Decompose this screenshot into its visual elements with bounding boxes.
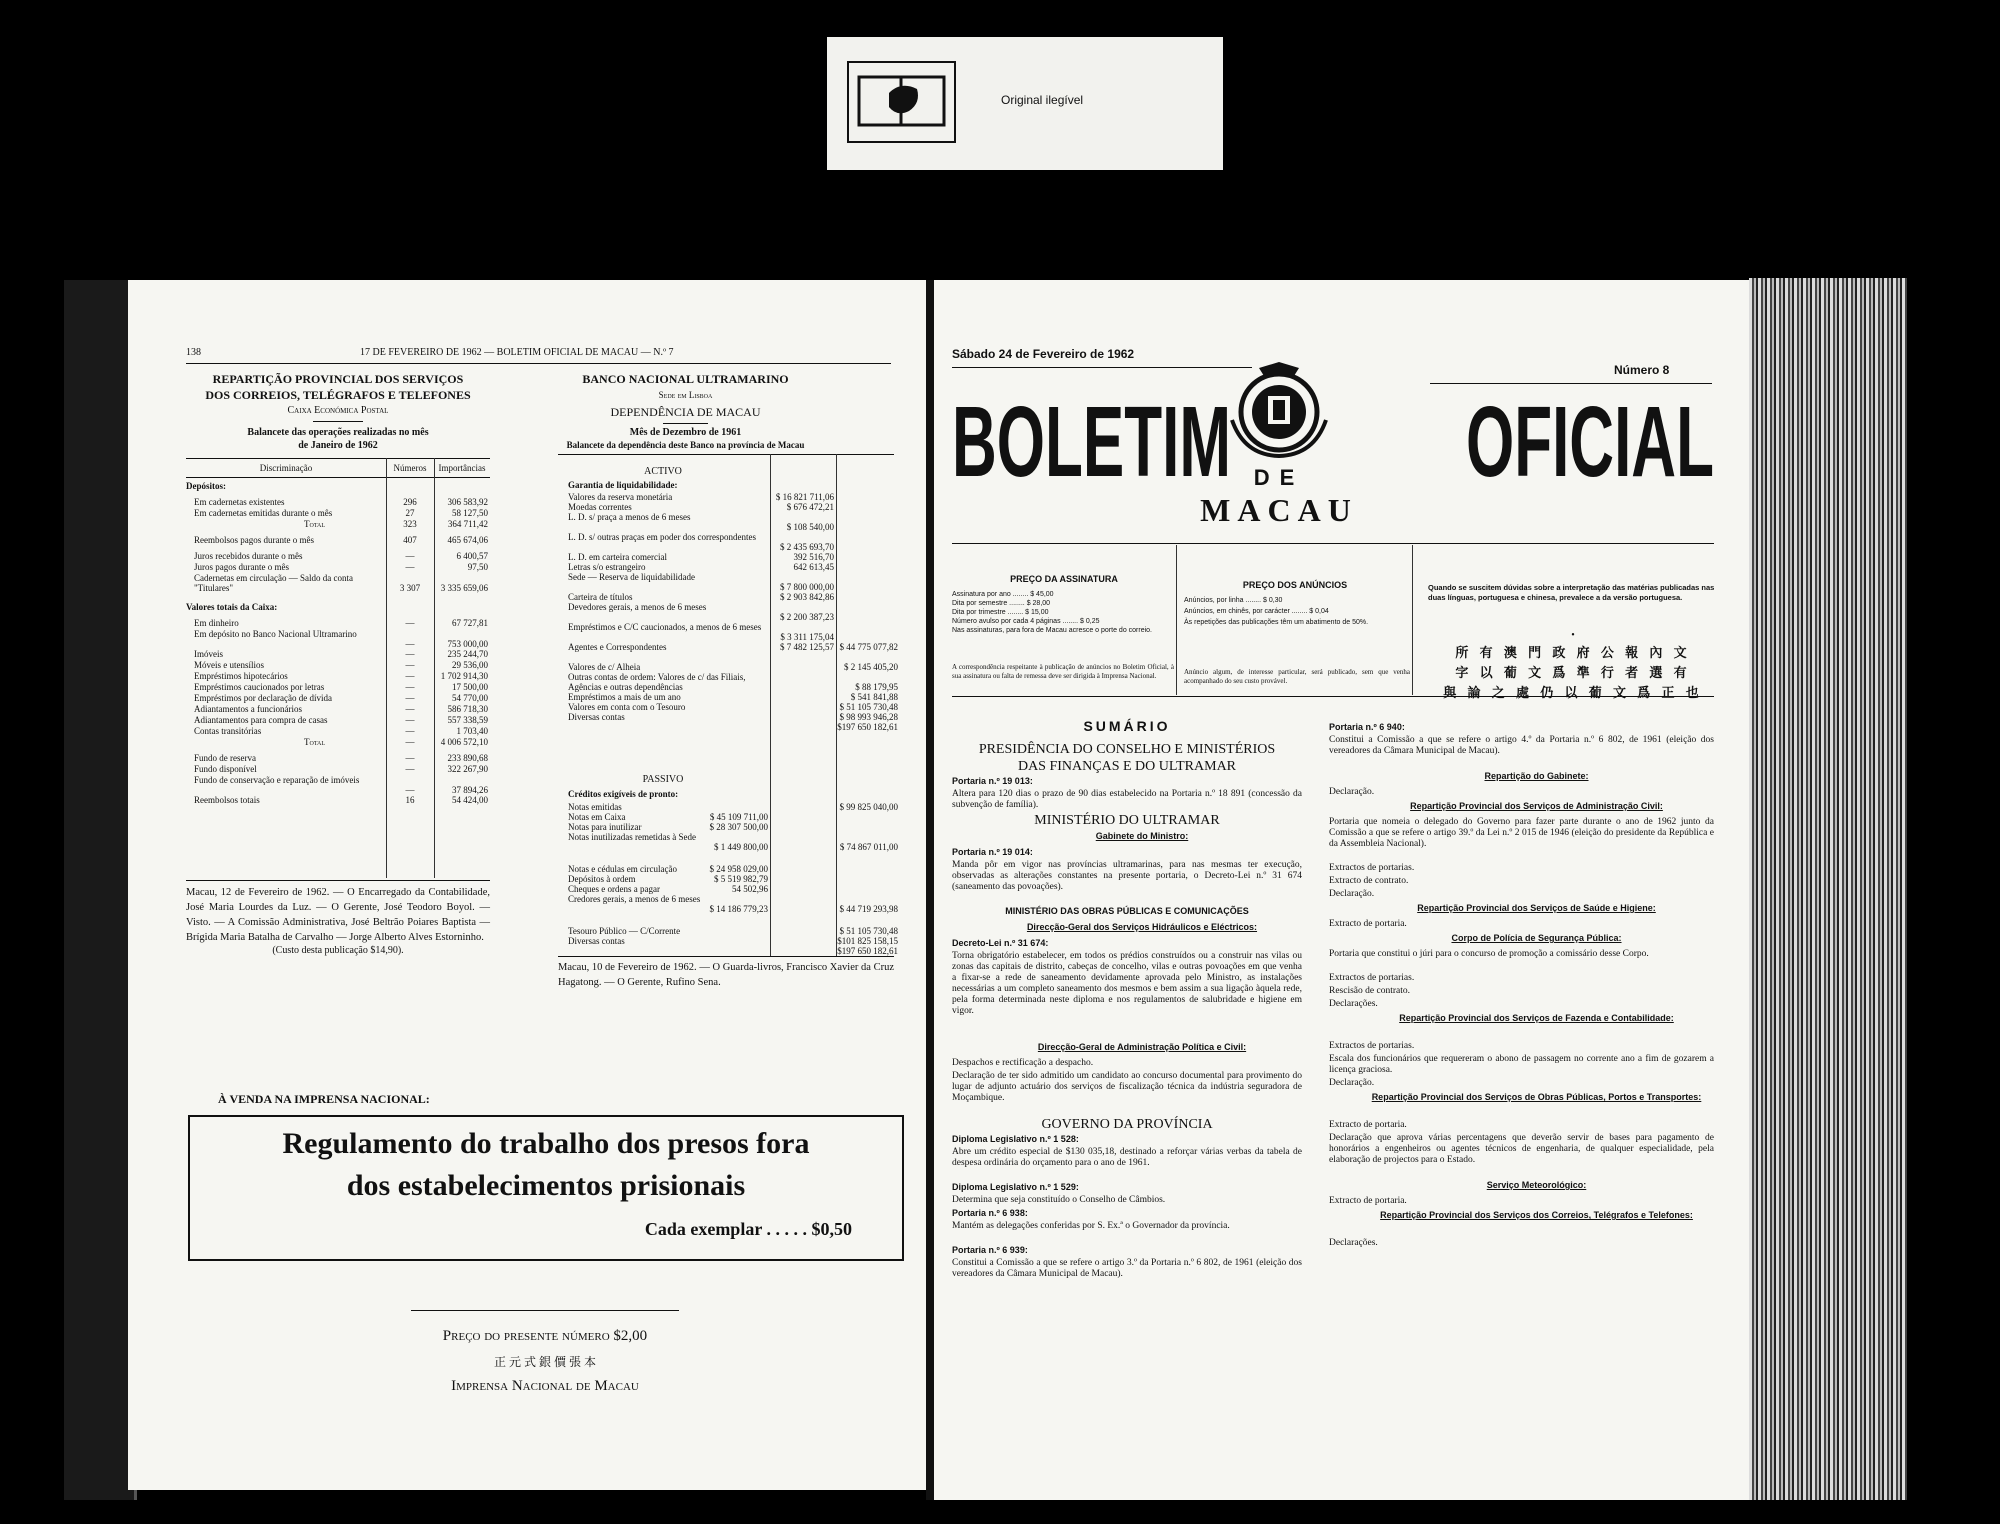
subsection-heading: Repartição Provincial dos Serviços de Obras Públicas, Portos e Transportes:: [1371, 1092, 1702, 1102]
correios-row-amount: 465 674,06: [447, 535, 488, 545]
correios-row-number: 27: [405, 508, 415, 518]
bnu-passivo-value: $ 14 186 779,23: [709, 904, 768, 914]
correios-row-amount: 97,50: [467, 562, 488, 572]
correios-row-label: Juros pagos durante o mês: [194, 562, 289, 572]
bnu-balancete: Balancete da dependência deste Banco na província de Macau: [566, 440, 805, 450]
correios-heading-2: de Janeiro de 1962: [298, 440, 378, 451]
bnu-activo-total: $ 51 105 730,48: [839, 702, 898, 712]
correios-title-1: REPARTIÇÃO PROVINCIAL DOS SERVIÇOS: [212, 372, 464, 386]
bnu-activo-total: $ 88 179,95: [855, 682, 898, 692]
coat-of-arms-icon: [1224, 360, 1334, 460]
correios-row-number: —: [405, 693, 415, 703]
issue-date: Sábado 24 de Fevereiro de 1962: [952, 347, 1135, 361]
anuncios-title: PREÇO DOS ANÚNCIOS: [1242, 580, 1348, 590]
bnu-activo-label: L. D. s/ praça a menos de 6 meses: [568, 512, 691, 522]
correios-row-label: Fundo de reserva: [194, 753, 256, 763]
correios-subtitle: Caixa Económica Postal: [287, 405, 389, 416]
correios-row-label: Empréstimos caucionados por letras: [194, 682, 325, 692]
subsection-heading: Repartição Provincial dos Serviços dos Correios, Telégrafos e Telefones:: [1380, 1210, 1693, 1220]
section-heading: DAS FINANÇAS E DO ULTRAMAR: [1017, 759, 1237, 774]
correios-row-number: 296: [403, 497, 417, 507]
masthead-boletim: BOLETIM: [952, 386, 1231, 498]
bnu-passivo: PASSIVO: [642, 774, 684, 785]
summary-text: Constitui a Comissão a que se refere o artigo 3.º da Portaria n.º 6 802, de 1961 (eleição dos vereadores da Câmara Municipal de Macau).: [952, 1258, 1302, 1279]
anuncios-line: Anúncios, por linha ........ $ 0,30: [1184, 597, 1283, 604]
bnu-activo-label: L. D. s/ outras praças em poder dos correspondentes: [568, 532, 756, 542]
regulamento-title-2: dos estabelecimentos prisionais: [346, 1169, 746, 1202]
summary-text: Extracto de contrato.: [1329, 876, 1409, 886]
correios-row-label: Empréstimos hipotecários: [194, 671, 288, 681]
masthead-macau: MACAU: [1200, 492, 1358, 528]
summary-text: Declarações.: [1329, 1238, 1378, 1248]
bnu-activo-value: 392 516,70: [793, 552, 834, 562]
section-heading: PRESIDÊNCIA DO CONSELHO E MINISTÉRIOS: [978, 742, 1276, 757]
summary-text: Portaria que constitui o júri para o concurso de promoção a comissário desse Corpo.: [1329, 949, 1649, 959]
correios-row-number: —: [405, 682, 415, 692]
assinatura-line: Número avulso por cada 4 páginas ........ $ 0,25: [952, 618, 1100, 625]
bnu-passivo-value: $ 1 449 800,00: [714, 842, 768, 852]
bnu-activo-value: $ 108 540,00: [786, 522, 834, 532]
correios-row-label: Total: [304, 737, 326, 747]
diploma-reference: Diploma Legislativo n.º 1 529:: [952, 1182, 1079, 1192]
correios-row-number: 323: [403, 519, 417, 529]
correios-row-number: 16: [405, 795, 415, 805]
correios-custo: (Custo desta publicação $14,90).: [272, 945, 404, 956]
assinatura-line: Dita por trimestre ........ $ 15,00: [952, 609, 1049, 616]
correios-row-label: Empréstimos por declaração de dívida: [194, 693, 332, 703]
summary-text: Extractos de portarias.: [1329, 973, 1415, 983]
masthead-de: DE: [1253, 465, 1305, 490]
anuncios-line: Anúncios, em chinês, por carácter ........ $ 0,04: [1184, 608, 1329, 615]
correios-signature: Macau, 12 de Fevereiro de 1962. — O Encarregado da Contabilidade, José Maria Lourdes da Luz. — O Gerente, José Teodoro Boyol. — Visto. — A Comissão Administrativa, José Beltrão Poiares Baptista — Brígida Maria Batalha de Carvalho — Jorge Alberto Alves Estorninho.: [186, 887, 490, 943]
correios-row-label: Valores totais da Caixa:: [186, 602, 278, 612]
summary-text: Extractos de portarias.: [1329, 1041, 1415, 1051]
summary-text: Despachos e rectificação a despacho.: [952, 1058, 1094, 1068]
bnu-passivo-label: Credores gerais, a menos de 6 meses: [568, 894, 701, 904]
summary-text: Declaração.: [1329, 787, 1375, 797]
correios-row-label: Em cadernetas emitidas durante o mês: [194, 508, 333, 518]
bnu-activo-label: Valores de c/ Alheia: [568, 662, 641, 672]
correios-row-number: 3 307: [399, 583, 421, 593]
correios-row-amount: 17 500,00: [452, 682, 488, 692]
subsection-heading: Gabinete do Ministro:: [1095, 831, 1189, 841]
anuncios-line: Às repetições das publicações têm um abatimento de 50%.: [1184, 619, 1369, 626]
col-header-importancias: Importâncias: [438, 463, 486, 473]
correios-row-number: —: [405, 671, 415, 681]
bnu-passivo-value: $ 5 519 982,79: [714, 874, 768, 884]
section-heading: MINISTÉRIO DAS OBRAS PÚBLICAS E COMUNICAÇÕES: [1005, 906, 1249, 916]
regulamento-title-1: Regulamento do trabalho dos presos fora: [282, 1127, 810, 1160]
correios-row-amount: 37 894,26: [452, 785, 488, 795]
correios-row-label: Cadernetas em circulação — Saldo da conta "Titulares": [194, 573, 353, 593]
subsection-heading: Direcção-Geral de Administração Política e Civil:: [1037, 1042, 1247, 1052]
summary-text: Portaria que nomeia o delegado do Governo para fazer parte durante o ano de 1962 junto da Comissão a que se refere o artigo 39.º da Lei n.º 2 015 de 1946 (eleição do presidente da República e da Assembleia Nacional).: [1329, 817, 1714, 849]
section-heading: GOVERNO DA PROVÍNCIA: [1041, 1117, 1213, 1132]
bnu-passivo-label: Notas em Caixa: [568, 812, 626, 822]
bnu-passivo-label: Diversas contas: [568, 936, 625, 946]
masthead-oficial: OFICIAL: [1466, 386, 1714, 498]
bnu-passivo-label: Tesouro Público — C/Corrente: [568, 926, 681, 936]
correios-row-number: —: [405, 639, 415, 649]
correios-row-number: 407: [403, 535, 417, 545]
diploma-reference: Diploma Legislativo n.º 1 528:: [952, 1134, 1079, 1144]
correios-row-number: —: [405, 618, 415, 628]
bnu-passivo-total: $101 825 158,15: [837, 936, 898, 946]
correios-row-label: Adiantamentos a funcionários: [194, 704, 302, 714]
correios-row-amount: 235 244,70: [447, 649, 488, 659]
bnu-passivo-value: $ 24 958 029,00: [709, 864, 768, 874]
col-header-numeros: Números: [393, 463, 427, 473]
imprensa-nacional: Imprensa Nacional de Macau: [451, 1378, 639, 1394]
correios-row-label: Fundo de conservação e reparação de imóveis: [194, 775, 360, 785]
correios-row-number: —: [405, 726, 415, 736]
chinese-line: 與 論 之 處 仍 以 葡 文 爲 正 也: [1443, 685, 1703, 700]
correios-row-label: Em dinheiro: [194, 618, 239, 628]
subsection-heading: Repartição Provincial dos Serviços de Administração Civil:: [1410, 801, 1663, 811]
summary-text: Constitui a Comissão a que se refere o artigo 4.º da Portaria n.º 6 802, de 1961 (eleição dos vereadores da Câmara Municipal de Macau).: [1329, 735, 1714, 756]
diploma-reference: Portaria n.º 6 939:: [952, 1245, 1028, 1255]
correios-row-amount: 306 583,92: [447, 497, 488, 507]
bnu-activo-total: $ 2 145 405,20: [844, 662, 898, 672]
page-edges: [1749, 278, 1907, 1500]
bnu-activo-label: Empréstimos e C/C caucionados, a menos de 6 meses: [568, 622, 762, 632]
bnu-activo: ACTIVO: [644, 466, 682, 477]
regulamento-box: [188, 1115, 904, 1261]
summary-text: Altera para 120 dias o prazo de 90 dias estabelecido na Portaria n.º 18 891 (concessão da subvenção de família).: [952, 789, 1302, 810]
subsection-heading: Corpo de Polícia de Segurança Pública:: [1451, 933, 1622, 943]
assinatura-line: Dita por semestre ........ $ 28,00: [952, 600, 1051, 607]
correios-row-number: —: [405, 715, 415, 725]
bnu-sede: Sede em Lisboa: [658, 390, 713, 400]
correios-row-amount: 322 267,90: [447, 764, 488, 774]
correios-title-2: DOS CORREIOS, TELÉGRAFOS E TELEFONES: [205, 388, 471, 402]
bnu-passivo-label: Notas para inutilizar: [568, 822, 642, 832]
preco-chinese: 正 元 式 銀 價 張 本: [493, 1355, 596, 1369]
bnu-activo-label: Valores da reserva monetária: [568, 492, 673, 502]
bnu-passivo-value: $ 45 109 711,00: [709, 812, 768, 822]
bnu-activo-label: Outras contas de ordem: Valores de c/ das Filiais, Agências e outras dependências: [568, 672, 746, 692]
bnu-title: BANCO NACIONAL ULTRAMARINO: [582, 372, 789, 386]
summary-text: Escala dos funcionários que requereram o abono de passagem no corrente ano a fim de gozarem a licença graciosa.: [1329, 1054, 1714, 1075]
bnu-mes: Mês de Dezembro de 1961: [629, 427, 742, 438]
correios-row-amount: 4 006 572,10: [440, 737, 488, 747]
correios-row-label: Reembolsos totais: [194, 795, 260, 805]
bnu-passivo-label: Depósitos à ordem: [568, 874, 636, 884]
subsection-heading: Repartição Provincial dos Serviços de Fazenda e Contabilidade:: [1399, 1013, 1674, 1023]
chinese-line: 所 有 澳 門 政 府 公 報 內 文: [1455, 645, 1691, 660]
diploma-reference: Portaria n.º 6 938:: [952, 1208, 1028, 1218]
correios-row-number: —: [405, 753, 415, 763]
correios-row-number: —: [405, 551, 415, 561]
bnu-passivo-value: $ 28 307 500,00: [709, 822, 768, 832]
summary-text: Extractos de portarias.: [1329, 863, 1415, 873]
bnu-activo-label: Moedas correntes: [568, 502, 632, 512]
bnu-activo-total: $ 541 841,88: [850, 692, 898, 702]
correios-row-label: Imóveis: [194, 649, 223, 659]
correios-row-number: —: [405, 660, 415, 670]
correios-row-amount: 6 400,57: [456, 551, 488, 561]
correios-row-amount: 233 890,68: [447, 753, 488, 763]
correios-row-amount: 54 770,00: [452, 693, 488, 703]
bnu-passivo-total: $197 650 182,61: [837, 946, 898, 956]
diploma-reference: Portaria n.º 6 940:: [1329, 722, 1405, 732]
summary-text: Manda pôr em vigor nas províncias ultramarinas, para nas mesmas ter execução, observadas as alterações constantes na presente portaria, o Decreto-Lei n.º 31 674 (saneamento das povoações).: [952, 860, 1302, 892]
diploma-reference: Portaria n.º 19 013:: [952, 776, 1033, 786]
bnu-activo-label: L. D. em carteira comercial: [568, 552, 667, 562]
bnu-activo-label: Devedores gerais, a menos de 6 meses: [568, 602, 707, 612]
chinese-line: 字 以 葡 文 爲 準 行 者 選 有: [1455, 665, 1691, 680]
correios-row-label: Em cadernetas existentes: [194, 497, 285, 507]
microfilm-note-card: [827, 37, 1223, 170]
interpretacao-note: Quando se suscitem dúvidas sobre a interpretação das matérias publicadas nas duas línguas, portuguesa e chinesa, prevalece a da versão portuguesa.: [1428, 583, 1715, 602]
bnu-passivo-total: $ 51 105 730,48: [839, 926, 898, 936]
bullet: •: [1571, 630, 1575, 641]
correios-row-number: —: [405, 562, 415, 572]
right-page: [934, 280, 1749, 1500]
diploma-reference: Portaria n.º 19 014:: [952, 847, 1033, 857]
sumario-title: SUMÁRIO: [1083, 718, 1171, 734]
assinatura-title: PREÇO DA ASSINATURA: [1010, 574, 1118, 584]
subsection-heading: Repartição do Gabinete:: [1484, 771, 1589, 781]
summary-text: Extracto de portaria.: [1329, 1120, 1407, 1130]
correios-row-number: —: [405, 737, 415, 747]
bnu-activo-value: $ 2 903 842,86: [780, 592, 834, 602]
summary-text: Extracto de portaria.: [1329, 919, 1407, 929]
summary-text: Mantém as delegações conferidas por S. Ex.ª o Governador da província.: [952, 1221, 1230, 1231]
correios-row-label: Depósitos:: [186, 481, 226, 491]
bnu-activo-value: 642 613,45: [793, 562, 834, 572]
bnu-activo-label: Letras s/o estrangeiro: [568, 562, 646, 572]
illegible-label: Original ilegível: [1001, 93, 1084, 107]
venda-label: À VENDA NA IMPRENSA NACIONAL:: [218, 1092, 430, 1106]
summary-text: Declaração.: [1329, 889, 1375, 899]
bnu-passivo-total: $ 44 719 293,98: [839, 904, 898, 914]
correios-row-number: —: [405, 785, 415, 795]
bnu-creditos: Créditos exigíveis de pronto:: [568, 789, 679, 799]
correios-row-label: Juros recebidos durante o mês: [194, 551, 303, 561]
assinatura-note: A correspondência respeitante à publicação de anúncios no Boletim Oficial, à sua assinatura ou falta de remessa deve ser dirigida à Imprensa Nacional.: [952, 663, 1174, 680]
correios-row-amount: 364 711,42: [447, 519, 488, 529]
correios-row-label: Contas transitórias: [194, 726, 262, 736]
assinatura-line: Nas assinaturas, para fora de Macau acresce o porte do correio.: [952, 627, 1152, 634]
correios-row-amount: 557 338,59: [447, 715, 488, 725]
summary-text: Declarações.: [1329, 999, 1378, 1009]
bnu-activo-value: $ 7 800 000,00: [780, 582, 834, 592]
subsection-heading: Direcção-Geral dos Serviços Hidráulicos e Eléctricos:: [1026, 922, 1258, 932]
bnu-activo-value: $ 2 200 387,23: [780, 612, 834, 622]
summary-text: Declaração de ter sido admitido um candidato ao concurso documental para provimento do lugar de adjunto actuário dos serviços de fiscalização técnica da indústria seguradora de Moçambique.: [952, 1071, 1302, 1103]
correios-heading-1: Balancete das operações realizadas no mês: [247, 427, 429, 438]
bnu-activo-total: $ 44 775 077,82: [839, 642, 898, 652]
bnu-passivo-label: Notas emitidas: [568, 802, 622, 812]
bnu-activo-label: Sede — Reserva de liquidabilidade: [568, 572, 695, 582]
correios-row-label: Reembolsos pagos durante o mês: [194, 535, 314, 545]
bnu-passivo-label: Cheques e ordens a pagar: [568, 884, 660, 894]
cada-exemplar: Cada exemplar . . . . . $0,50: [644, 1219, 852, 1239]
col-header-discriminacao: Discriminação: [259, 463, 313, 473]
correios-row-label: Adiantamentos para compra de casas: [194, 715, 328, 725]
left-page: [128, 280, 926, 1490]
summary-text: Abre um crédito especial de $130 035,18, destinado a reforçar várias verbas da tabela de despesa ordinária do orçamento para o ano de 1961.: [952, 1147, 1302, 1168]
bnu-passivo-label: Notas inutilizadas remetidas à Sede: [568, 832, 696, 842]
correios-row-number: —: [405, 764, 415, 774]
correios-row-number: —: [405, 704, 415, 714]
bnu-activo-label: Valores em conta com o Tesouro: [568, 702, 686, 712]
bnu-activo-value: $ 2 435 693,70: [780, 542, 834, 552]
bnu-passivo-label: Notas e cédulas em circulação: [568, 864, 677, 874]
bnu-passivo-total: $ 74 867 011,00: [839, 842, 898, 852]
summary-text: Torna obrigatório estabelecer, em todos os prédios construídos ou a construir nas vilas ou zonas das capitais de distrito, cabeças de concelho, vilas e outras povoações em que venha a fixar-se a rede de saneamento devidamente aprovada pelo Ministro, as instalações necessárias a um completo saneamento dos mesmos e bem assim a sua ligação àquela rede, pela forma determinada neste diploma e nos regulamentos de salubridade e higiene em vigor.: [952, 951, 1302, 1016]
correios-row-amount: 58 127,50: [452, 508, 488, 518]
subsection-heading: Serviço Meteorológico:: [1486, 1180, 1587, 1190]
correios-row-amount: 54 424,00: [452, 795, 488, 805]
bnu-passivo-value: 54 502,96: [732, 884, 768, 894]
correios-row-amount: 753 000,00: [447, 639, 488, 649]
correios-row-label: Em depósito no Banco Nacional Ultramarino: [194, 629, 357, 639]
bnu-activo-value: $ 7 482 125,57: [780, 642, 834, 652]
subsection-heading: Repartição Provincial dos Serviços de Saúde e Higiene:: [1417, 903, 1656, 913]
correios-row-amount: 586 718,30: [447, 704, 488, 714]
issue-number: Número 8: [1614, 363, 1670, 377]
bnu-activo-value: $ 16 821 711,06: [775, 492, 834, 502]
bnu-activo-total: $ 98 993 946,28: [839, 712, 898, 722]
section-heading: MINISTÉRIO DO ULTRAMAR: [1034, 813, 1220, 828]
correios-row-number: —: [405, 649, 415, 659]
summary-text: Declaração.: [1329, 1078, 1375, 1088]
summary-text: Rescisão de contrato.: [1329, 986, 1410, 996]
book-icon: [847, 61, 956, 143]
anuncios-note: Anúncio algum, de interesse particular, será publicado, sem que venha acompanhado do seu custo provável.: [1184, 668, 1410, 685]
bnu-activo-label: Carteira de títulos: [568, 592, 633, 602]
summary-text: Determina que seja constituído o Conselho de Câmbios.: [952, 1195, 1166, 1205]
correios-row-amount: 3 335 659,06: [440, 583, 488, 593]
correios-row-amount: 1 702 914,30: [440, 671, 488, 681]
bnu-activo-value: $ 3 311 175,04: [780, 632, 834, 642]
correios-row-amount: 29 536,00: [452, 660, 488, 670]
correios-row-amount: 1 703,40: [456, 726, 488, 736]
correios-row-label: Fundo disponível: [194, 764, 257, 774]
correios-row-label: Total: [304, 519, 326, 529]
diploma-reference: Decreto-Lei n.º 31 674:: [952, 938, 1049, 948]
page-number: 138: [186, 347, 201, 358]
summary-text: Declaração que aprova várias percentagens que deverão servir de bases para pagamento de honorários a engenheiros ou agentes técnicos de engenharia, de qualquer especialidade, pela elaboração de projectos para o Estado.: [1329, 1133, 1714, 1165]
bnu-activo-label: Diversas contas: [568, 712, 625, 722]
running-header: 17 DE FEVEREIRO DE 1962 — BOLETIM OFICIAL DE MACAU — N.º 7: [360, 347, 674, 358]
bnu-dependencia: DEPENDÊNCIA DE MACAU: [610, 405, 761, 419]
preco-numero: Preço do presente número $2,00: [442, 1328, 648, 1344]
bnu-activo-value: $ 676 472,21: [786, 502, 834, 512]
correios-row-amount: 67 727,81: [452, 618, 488, 628]
bnu-signature: Macau, 10 de Fevereiro de 1962. — O Guarda-livros, Francisco Xavier da Cruz Hagatong. — O Gerente, Rufino Sena.: [558, 962, 894, 988]
bnu-activo-total: $197 650 182,61: [837, 722, 898, 732]
bnu-activo-label: Agentes e Correspondentes: [568, 642, 667, 652]
bnu-garantia: Garantia de liquidabilidade:: [568, 480, 678, 490]
book-spine: [64, 280, 137, 1500]
assinatura-line: Assinatura por ano ........ $ 45,00: [952, 591, 1054, 598]
summary-text: Extracto de portaria.: [1329, 1196, 1407, 1206]
bnu-passivo-total: $ 99 825 040,00: [839, 802, 898, 812]
correios-row-label: Móveis e utensílios: [194, 660, 264, 670]
bnu-activo-label: Empréstimos a mais de um ano: [568, 692, 681, 702]
